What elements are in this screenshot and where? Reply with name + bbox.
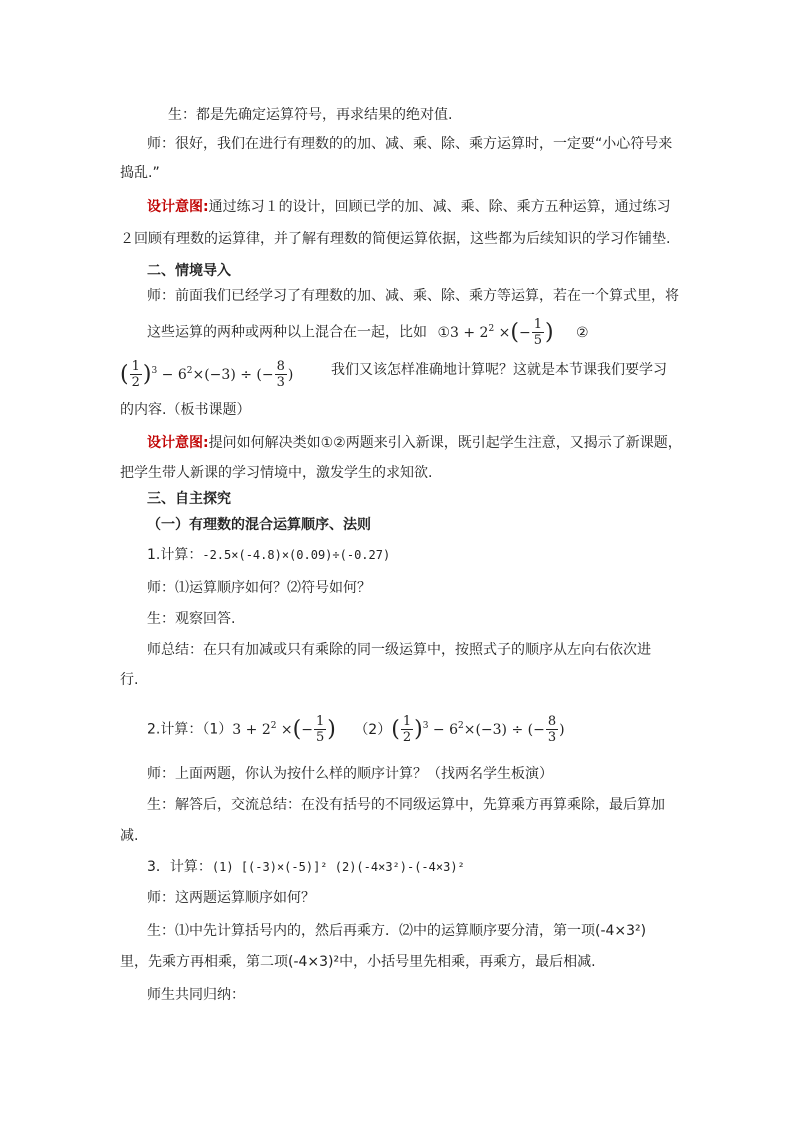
text-line-with-math	[147, 318, 589, 347]
text-line: 里，先乘方再相乘，第二项(-4×3)²中，小括号里先相乘，再乘方，最后相减.	[120, 954, 596, 970]
math-expression-1: $3 + 2^2$ ×(− $\frac{1}{5}$ )	[450, 317, 554, 348]
fraction: $\frac{1}{2}$	[131, 359, 140, 390]
design-intent-line	[147, 197, 671, 217]
math-expression-2: ( $\frac{1}{2}$ )$^3 - 6^2\times(-3)$ ÷ (− $\frac{8}{3}$ )	[120, 359, 294, 390]
text-line: 捣乱.”	[120, 165, 160, 181]
text-line: 生：都是先确定运算符号，再求结果的绝对值.	[168, 107, 453, 123]
question-1: 1.计算：-2.5×(-4.8)×(0.09)÷(-0.27)	[147, 547, 391, 563]
text-line: 师总结：在只有加减或只有乘除的同一级运算中，按照式子的顺序从左向右依次进	[147, 642, 651, 658]
fraction: $\frac{8}{3}$	[276, 359, 285, 390]
text-segment: 这些运算的两种或两种以上混合在一起，比如	[147, 324, 427, 341]
text-line: 生：⑴中先计算括号内的，然后再乘方．⑵中的运算顺序要分清，第一项(-4×3²)	[147, 923, 647, 939]
design-intent-label: 设计意图:	[147, 199, 209, 215]
text-line: 师：上面两题，你认为按什么样的顺序计算？（找两名学生板演）	[147, 766, 553, 782]
design-intent-label: 设计意图:	[147, 435, 209, 451]
text-line: 生：观察回答.	[147, 611, 236, 627]
math-expression-2: ( $\frac{1}{2}$ )$^3 - 6^2\times(-3)$ ÷ (− $\frac{8}{3}$ )	[391, 714, 565, 745]
text-line: 的内容.（板书课题）	[120, 402, 251, 418]
text-line: 我们又该怎样准确地计算呢？这就是本节课我们要学习	[331, 362, 667, 378]
text-line: 生：解答后，交流总结：在没有括号的不同级运算中，先算乘方再算乘除，最后算加	[147, 797, 665, 813]
question-3: 3．计算：(1) [(-3)×(-5)]² (2)(-4×3²)-(-4×3)²	[147, 859, 465, 875]
text-line: 减.	[120, 828, 139, 844]
text-line: 师：⑴运算顺序如何？⑵符号如何？	[147, 580, 371, 596]
section-heading: 二、情境导入	[147, 263, 231, 279]
fraction: $\frac{8}{3}$	[547, 714, 557, 745]
text-line: ２回顾有理数的运算律，并了解有理数的简便运算依据，这些都为后续知识的学习作铺垫.	[120, 231, 671, 247]
design-intent-text: 通过练习１的设计，回顾已学的加、减、乘、除、乘方五种运算，通过练习	[208, 199, 671, 215]
marker: ②	[576, 324, 589, 341]
text-line: 行.	[120, 672, 139, 688]
text-line: 师：这两题运算顺序如何？	[147, 890, 315, 906]
section-heading: 三、自主探究	[147, 491, 231, 507]
math-expression-1: $3 + 2^2$ ×(− $\frac{1}{5}$ )	[232, 714, 336, 745]
design-intent-line	[147, 433, 682, 453]
marker: ①	[437, 324, 451, 341]
text-line: 把学生带人新课的学习情境中，激发学生的求知欲.	[120, 465, 433, 481]
fraction: $\frac{1}{5}$	[533, 317, 542, 348]
fraction: $\frac{1}{5}$	[315, 714, 325, 745]
subsection-heading: （一）有理数的混合运算顺序、法则	[147, 517, 371, 533]
fraction: $\frac{1}{2}$	[402, 714, 412, 745]
text-line: 师生共同归纳：	[147, 987, 245, 1003]
design-intent-text: 提问如何解决类如①②两题来引入新课，既引起学生注意，又揭示了新课题，	[208, 435, 682, 451]
text-line: 师：很好，我们在进行有理数的的加、减、乘、除、乘方运算时，一定要“小心符号来	[147, 136, 673, 152]
question-2: 2.计算：$(1)3 + 2^2$ ×(− $\frac{1}{5}$ ) （2）( $\frac{1}{2}$ )$^3 - 6^2\times(-3)$ ÷ (− $\frac{8}{3}$ )	[147, 714, 565, 745]
text-line: 师：前面我们已经学习了有理数的加、减、乘、除、乘方等运算，若在一个算式里，将	[147, 288, 679, 304]
